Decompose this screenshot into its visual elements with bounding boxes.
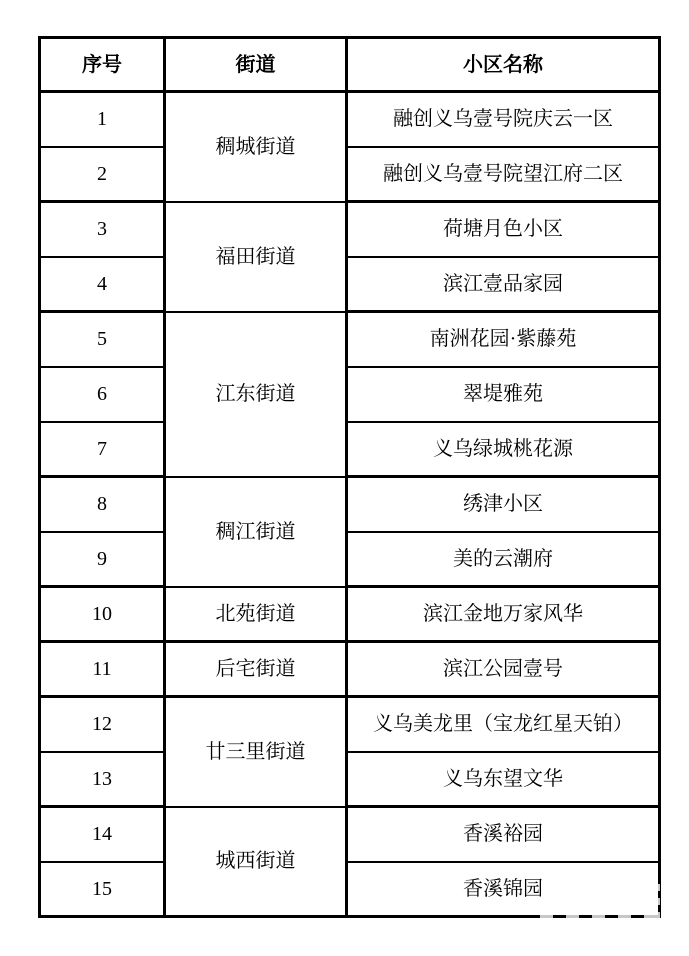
table-row <box>40 807 660 862</box>
header-cell-community: 小区名称 <box>347 38 660 92</box>
serial-cell: 15 <box>40 862 165 917</box>
serial-cell: 7 <box>40 422 165 477</box>
street-cell: 后宅街道 <box>165 642 347 697</box>
street-cell: 城西街道 <box>165 807 347 917</box>
table-row <box>40 147 660 202</box>
street-cell: 廿三里街道 <box>165 697 347 807</box>
community-cell: 义乌绿城桃花源 <box>347 422 660 477</box>
table-row <box>40 312 660 367</box>
serial-cell: 9 <box>40 532 165 587</box>
community-cell: 美的云潮府 <box>347 532 660 587</box>
header-cell-serial: 序号 <box>40 38 165 92</box>
community-cell: 绣津小区 <box>347 477 660 532</box>
community-cell: 南洲花园·紫藤苑 <box>347 312 660 367</box>
serial-cell: 1 <box>40 92 165 147</box>
serial-cell: 11 <box>40 642 165 697</box>
street-community-table <box>38 36 661 918</box>
table-row <box>40 422 660 477</box>
table-row <box>40 587 660 642</box>
table-row <box>40 697 660 752</box>
serial-cell: 6 <box>40 367 165 422</box>
community-cell: 义乌美龙里（宝龙红星天铂） <box>347 697 660 752</box>
table-row <box>40 92 660 147</box>
community-cell: 滨江壹品家园 <box>347 257 660 312</box>
table-row <box>40 642 660 697</box>
serial-cell: 2 <box>40 147 165 202</box>
community-cell: 义乌东望文华 <box>347 752 660 807</box>
table-row <box>40 477 660 532</box>
street-cell: 江东街道 <box>165 312 347 477</box>
header-cell-street: 街道 <box>165 38 347 92</box>
street-cell: 北苑街道 <box>165 587 347 642</box>
table-row <box>40 202 660 257</box>
community-cell: 翠堤雅苑 <box>347 367 660 422</box>
serial-cell: 13 <box>40 752 165 807</box>
street-cell: 稠城街道 <box>165 92 347 202</box>
table-row <box>40 752 660 807</box>
serial-cell: 10 <box>40 587 165 642</box>
serial-cell: 14 <box>40 807 165 862</box>
community-cell: 融创义乌壹号院庆云一区 <box>347 92 660 147</box>
street-cell: 福田街道 <box>165 202 347 312</box>
table-row <box>40 367 660 422</box>
serial-cell: 4 <box>40 257 165 312</box>
street-cell: 稠江街道 <box>165 477 347 587</box>
table-row <box>40 257 660 312</box>
header-row <box>40 38 660 92</box>
community-cell: 香溪锦园 <box>347 862 660 917</box>
table-row <box>40 862 660 917</box>
community-cell: 荷塘月色小区 <box>347 202 660 257</box>
serial-cell: 5 <box>40 312 165 367</box>
community-cell: 滨江公园壹号 <box>347 642 660 697</box>
community-cell: 滨江金地万家风华 <box>347 587 660 642</box>
serial-cell: 8 <box>40 477 165 532</box>
community-cell: 香溪裕园 <box>347 807 660 862</box>
table-row <box>40 532 660 587</box>
community-cell: 融创义乌壹号院望江府二区 <box>347 147 660 202</box>
serial-cell: 12 <box>40 697 165 752</box>
serial-cell: 3 <box>40 202 165 257</box>
